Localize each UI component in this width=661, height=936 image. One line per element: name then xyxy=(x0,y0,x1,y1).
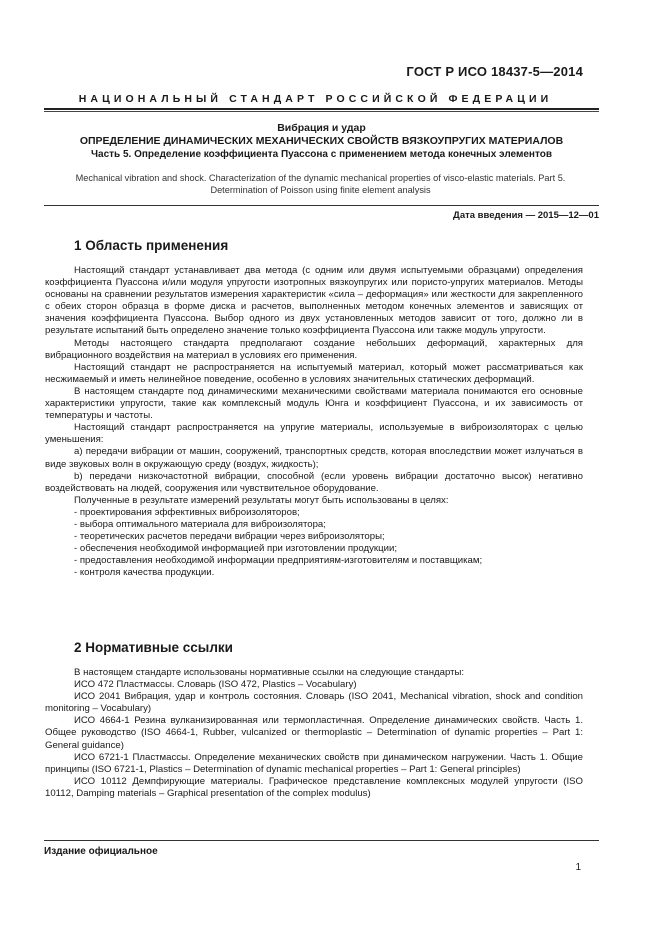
list-item: - выбора оптимального материала для виброизолятора; xyxy=(74,518,326,530)
list-item: - обеспечения необходимой информацией при изготовлении продукции; xyxy=(74,543,397,555)
paragraph: Методы настоящего стандарта предполагают создание небольших деформаций, характерных для вибрационного воздействия на материал в условиях его применения. xyxy=(45,337,583,361)
header-rule xyxy=(44,108,599,110)
list-item: а) передачи вибрации от машин, сооружений, транспортных средств, которая впоследствии может излучаться в виде звуковых волн в окружающую среду (воздух, жидкость); xyxy=(45,446,583,470)
introduction-date: Дата введения — 2015—12—01 xyxy=(453,210,599,221)
english-title-line-2: Determination of Poisson using finite element analysis xyxy=(210,185,431,195)
title-line-1: Вибрация и удар xyxy=(277,122,366,134)
title-line-2: ОПРЕДЕЛЕНИЕ ДИНАМИЧЕСКИХ МЕХАНИЧЕСКИХ СВОЙСТВ ВЯЗКОУПРУГИХ МАТЕРИАЛОВ xyxy=(79,135,564,147)
english-title-line-1: Mechanical vibration and shock. Characterization of the dynamic mechanical properties of visco-elastic materials. Part 5. xyxy=(75,173,566,183)
section-2-heading: 2 Нормативные ссылки xyxy=(74,640,233,655)
section-1-heading: 1 Область применения xyxy=(74,238,229,253)
reference-item: ИСО 4664-1 Резина вулканизированная или термопластичная. Определение динамических свойств. Часть 1. Общее руководство (ISO 4664-1, Rubber, vulcanized or thermoplastic – Determination of dynamic properties – Part 1: General guidance) xyxy=(45,715,583,751)
paragraph: Настоящий стандарт распространяется на упругие материалы, используемые в виброизоляторах с целью уменьшения: xyxy=(45,422,583,446)
reference-item: ИСО 10112 Демпфирующие материалы. Графическое представление комплексных модулей упругости (ISO 10112, Damping materials – Graphical presentation of the complex modulus) xyxy=(45,775,583,799)
paragraph: В настоящем стандарте использованы нормативные ссылки на следующие стандарты: xyxy=(74,667,465,678)
paragraph: Настоящий стандарт не распространяется на испытуемый материал, который может рассматриваться как несжимаемый и иметь нелинейное поведение, особенно в условиях значительных статических деформаций. xyxy=(45,361,583,385)
paragraph: Настоящий стандарт устанавливает два метода (с одним или двумя испытуемыми образцами) определения коэффициента Пуассона и/или модуля упругости изотропных вязкоупругих или пористо-упругих материалов. Методы основаны на сравнении результатов измерения характеристик «сила – деформация» или жесткости для закрепленного с обеих сторон образца в форме диска и расчетов, выполненных методом конечных элементов и зависящих от значения коэффициента Пуассона. Выбор одного из двух установленных методов зависит от того, должно ли в результате испытаний быть определено значение только коэффициента Пуассона или также модуль упругости. xyxy=(45,265,583,337)
national-standard-banner: НАЦИОНАЛЬНЫЙ СТАНДАРТ РОССИЙСКОЙ ФЕДЕРАЦИИ xyxy=(78,93,553,105)
list-item: - предоставления необходимой информации предприятиям-изготовителям и поставщикам; xyxy=(74,555,483,567)
edition-label: Издание официальное xyxy=(44,846,158,857)
list-item: - контроля качества продукции. xyxy=(74,567,215,579)
reference-item: ИСО 472 Пластмассы. Словарь (ISO 472, Plastics – Vocabulary) xyxy=(74,679,357,691)
paragraph: Полученные в результате измерений результаты могут быть использованы в целях: xyxy=(74,494,449,506)
list-item: b) передачи низкочастотной вибрации, способной (если уровень вибрации достаточно высок) негативно воздействовать на людей, сооружения или чувствительное оборудование. xyxy=(45,470,583,494)
title-rule xyxy=(44,205,599,206)
section-2-body xyxy=(45,667,583,800)
header-rule-thin xyxy=(44,111,599,112)
section-1-body xyxy=(45,265,583,579)
english-title xyxy=(40,172,601,196)
reference-item: ИСО 2041 Вибрация, удар и контроль состояния. Словарь (ISO 2041, Mechanical vibration, shock and condition monitoring – Vocabulary) xyxy=(45,691,583,715)
footer-rule xyxy=(44,840,599,841)
document-number: ГОСТ Р ИСО 18437-5—2014 xyxy=(406,64,583,79)
list-item: - проектирования эффективных виброизоляторов; xyxy=(74,506,300,518)
list-item: - теоретических расчетов передачи вибрации через виброизоляторы; xyxy=(74,531,385,543)
paragraph: В настоящем стандарте под динамическими механическими свойствами материала понимаются его основные характеристики упругости, такие как комплексный модуль Юнга и коэффициент Пуассона, и их зависимость от температуры и частоты. xyxy=(45,385,583,422)
page-number: 1 xyxy=(575,862,581,873)
reference-item: ИСО 6721-1 Пластмассы. Определение механических свойств при динамическом нагружении. Часть 1. Общие принципы (ISO 6721-1, Plastics – Determination of dynamic mechanical properties – Part 1: General principles) xyxy=(45,751,583,775)
title-block xyxy=(44,122,599,161)
title-line-3: Часть 5. Определение коэффициента Пуассона с применением метода конечных элементов xyxy=(91,149,552,160)
